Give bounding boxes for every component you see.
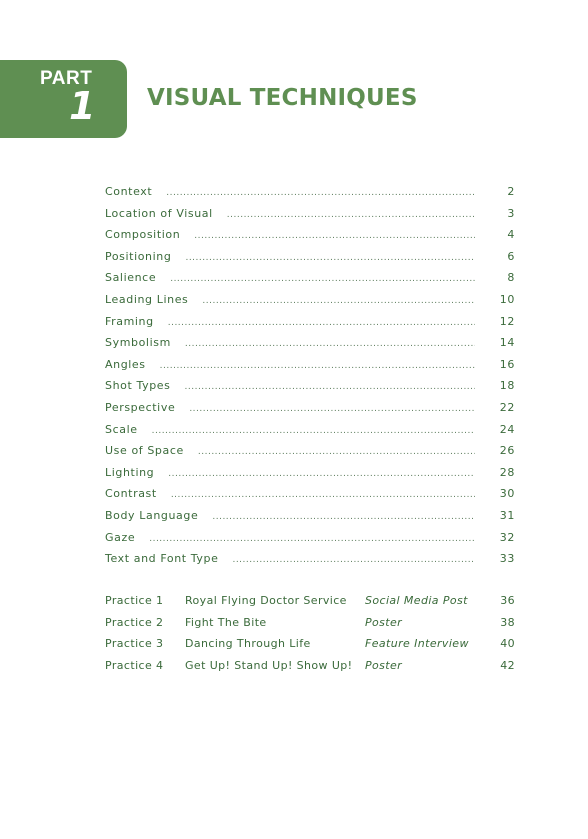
toc-entry[interactable] <box>105 181 515 203</box>
practice-number: Practice 3 <box>105 637 164 651</box>
dot-leader <box>198 442 475 464</box>
toc-entry-page: 28 <box>499 465 515 479</box>
dot-leader <box>168 313 475 335</box>
toc-entry[interactable] <box>105 440 515 462</box>
dot-leader <box>185 248 475 270</box>
toc-entry-page: 22 <box>499 400 515 414</box>
toc-entry-page: 14 <box>499 336 515 350</box>
practice-name: Get Up! Stand Up! Show Up! <box>185 659 353 673</box>
practice-name: Fight The Bite <box>185 615 267 629</box>
toc-entry-page: 32 <box>499 530 515 544</box>
practice-list <box>105 590 515 677</box>
toc-entry[interactable] <box>105 505 515 527</box>
practice-type: Poster <box>365 659 403 673</box>
toc-entry-page: 30 <box>499 487 515 501</box>
toc-entry-page: 8 <box>507 271 515 285</box>
dot-leader <box>232 550 475 572</box>
toc-entry-label: Shot Types <box>105 379 171 393</box>
dot-leader <box>171 485 475 507</box>
dot-leader <box>160 356 475 378</box>
toc-entry-page: 10 <box>499 292 515 306</box>
part-tab <box>0 60 127 138</box>
toc-entry-label: Perspective <box>105 400 176 414</box>
practice-name: Dancing Through Life <box>185 637 311 651</box>
toc-entry[interactable] <box>105 419 515 441</box>
toc-entry-label: Symbolism <box>105 336 171 350</box>
practice-page: 42 <box>500 659 515 673</box>
practice-number: Practice 2 <box>105 615 164 629</box>
toc-entry-label: Text and Font Type <box>105 552 219 566</box>
practice-number: Practice 1 <box>105 594 164 607</box>
toc-entry[interactable] <box>105 332 515 354</box>
toc-entry-page: 6 <box>507 249 515 263</box>
part-number: 1 <box>69 84 96 128</box>
toc-entry-label: Angles <box>105 357 146 371</box>
toc-entry-label: Framing <box>105 314 154 328</box>
toc-entry[interactable] <box>105 354 515 376</box>
toc-entry[interactable] <box>105 289 515 311</box>
toc-entry[interactable] <box>105 527 515 549</box>
dot-leader <box>227 205 475 227</box>
practice-type: Feature Interview <box>365 637 469 651</box>
dot-leader <box>194 226 475 248</box>
practice-number: Practice 4 <box>105 659 164 673</box>
table-of-contents <box>105 181 515 570</box>
toc-entry[interactable] <box>105 267 515 289</box>
practice-name: Royal Flying Doctor Service <box>185 594 347 607</box>
toc-entry[interactable] <box>105 548 515 570</box>
toc-entry-label: Leading Lines <box>105 292 189 306</box>
toc-entry-page: 26 <box>499 444 515 458</box>
practice-entry[interactable] <box>105 590 515 612</box>
dot-leader <box>166 183 475 205</box>
toc-entry-label: Lighting <box>105 465 155 479</box>
toc-entry[interactable] <box>105 224 515 246</box>
toc-entry[interactable] <box>105 311 515 333</box>
toc-entry[interactable] <box>105 483 515 505</box>
practice-page: 36 <box>500 594 515 607</box>
dot-leader <box>168 464 475 486</box>
toc-entry[interactable] <box>105 462 515 484</box>
toc-entry-page: 2 <box>507 185 515 198</box>
dot-leader <box>170 269 475 291</box>
toc-entry-label: Salience <box>105 271 157 285</box>
toc-entry-label: Use of Space <box>105 444 184 458</box>
toc-entry-label: Contrast <box>105 487 157 501</box>
toc-entry-page: 33 <box>499 552 515 566</box>
toc-entry[interactable] <box>105 246 515 268</box>
toc-entry-page: 16 <box>499 357 515 371</box>
dot-leader <box>185 334 475 356</box>
toc-entry-label: Composition <box>105 228 181 242</box>
practice-page: 38 <box>500 615 515 629</box>
dot-leader <box>152 421 475 443</box>
toc-entry-page: 12 <box>499 314 515 328</box>
page-title: VISUAL TECHNIQUES <box>147 85 418 111</box>
dot-leader <box>149 529 475 551</box>
toc-entry-page: 18 <box>499 379 515 393</box>
dot-leader <box>185 377 476 399</box>
toc-entry-page: 31 <box>499 508 515 522</box>
toc-entry[interactable] <box>105 397 515 419</box>
toc-entry[interactable] <box>105 375 515 397</box>
practice-type: Social Media Post <box>365 594 468 607</box>
toc-entry-label: Context <box>105 185 153 198</box>
toc-entry-page: 4 <box>507 228 515 242</box>
toc-entry-page: 24 <box>499 422 515 436</box>
dot-leader <box>212 507 475 529</box>
toc-entry-label: Gaze <box>105 530 136 544</box>
dot-leader <box>189 399 475 421</box>
toc-entry-page: 3 <box>507 206 515 220</box>
practice-entry[interactable] <box>105 612 515 634</box>
part-label: PART <box>40 68 93 89</box>
dot-leader <box>202 291 475 313</box>
practice-entry[interactable] <box>105 655 515 677</box>
practice-entry[interactable] <box>105 633 515 655</box>
toc-entry[interactable] <box>105 203 515 225</box>
practice-type: Poster <box>365 615 403 629</box>
toc-entry-label: Scale <box>105 422 138 436</box>
toc-entry-label: Location of Visual <box>105 206 213 220</box>
toc-entry-label: Positioning <box>105 249 172 263</box>
toc-entry-label: Body Language <box>105 508 199 522</box>
practice-page: 40 <box>500 637 515 651</box>
